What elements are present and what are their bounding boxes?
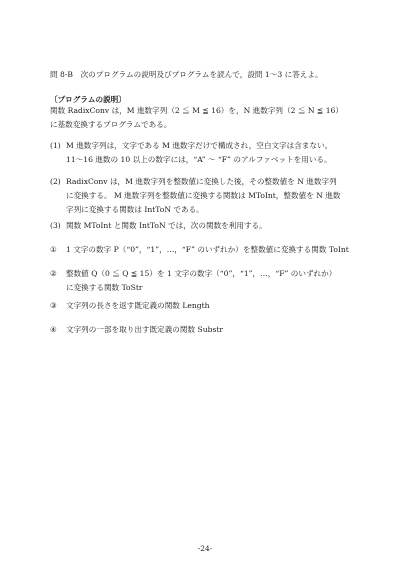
function-item [66,323,366,337]
intro-paragraph [50,104,370,132]
note-line: に変換する。 M 進数字列を整数値に変換する関数は MToInt，整数値を N 進数 [66,191,341,200]
function-item [66,299,366,313]
function-marker: ① [50,245,57,254]
note-marker: (2) [50,177,61,186]
page-number: -24- [197,544,213,553]
note-line: 関数 MToInt と関数 IntToN では，次の関数を利用する。 [66,221,267,230]
function-line: 文字列の長さを返す既定義の関数 Length [66,301,210,310]
intro-line: 関数 RadixConv は，M 進数字列（2 ≦ M ≦ 16）を，N 進数字列（2 ≦ N ≦ 16） [50,106,343,115]
note-marker: (3) [50,221,61,230]
function-line: 文字列の一部を取り出す既定義の関数 Substr [66,325,224,334]
note-item [66,139,366,167]
function-marker: ④ [50,325,57,334]
function-line: 整数値 Q（0 ≦ Q ≦ 15）を 1 文字の数字（“0”，“1”，…，“F” のいずれか） [66,269,337,278]
function-line: に変換する関数 ToStr [66,283,143,292]
note-item [66,219,366,233]
note-line: 11～16 進数の 10 以上の数字には，“A” ～ “F” のアルファベットを用いる。 [66,155,332,164]
note-item [66,175,366,217]
note-line: M 進数字列は，文字である M 進数字だけで構成され，空白文字は含まない。 [66,141,333,150]
function-line: 1 文字の数字 P（“0”，“1”，…，“F” のいずれか）を整数値に変換する関数 ToInt [66,245,349,254]
function-item [66,243,366,257]
note-line: 字列に変換する関数は IntToN である。 [66,205,204,214]
intro-line: に基数変換するプログラムである。 [50,120,172,129]
function-marker: ② [50,269,57,278]
note-line: RadixConv は，M 進数字列を整数値に変換した後，その整数値を N 進数字列 [66,177,337,186]
section-title: 〔プログラムの説明〕 [50,95,126,104]
question-heading: 問 8-B 次のプログラムの説明及びプログラムを読んで，設問 1～3 に答えよ。 [50,70,323,79]
note-marker: (1) [50,141,61,150]
function-marker: ③ [50,301,57,310]
function-item [66,267,366,295]
